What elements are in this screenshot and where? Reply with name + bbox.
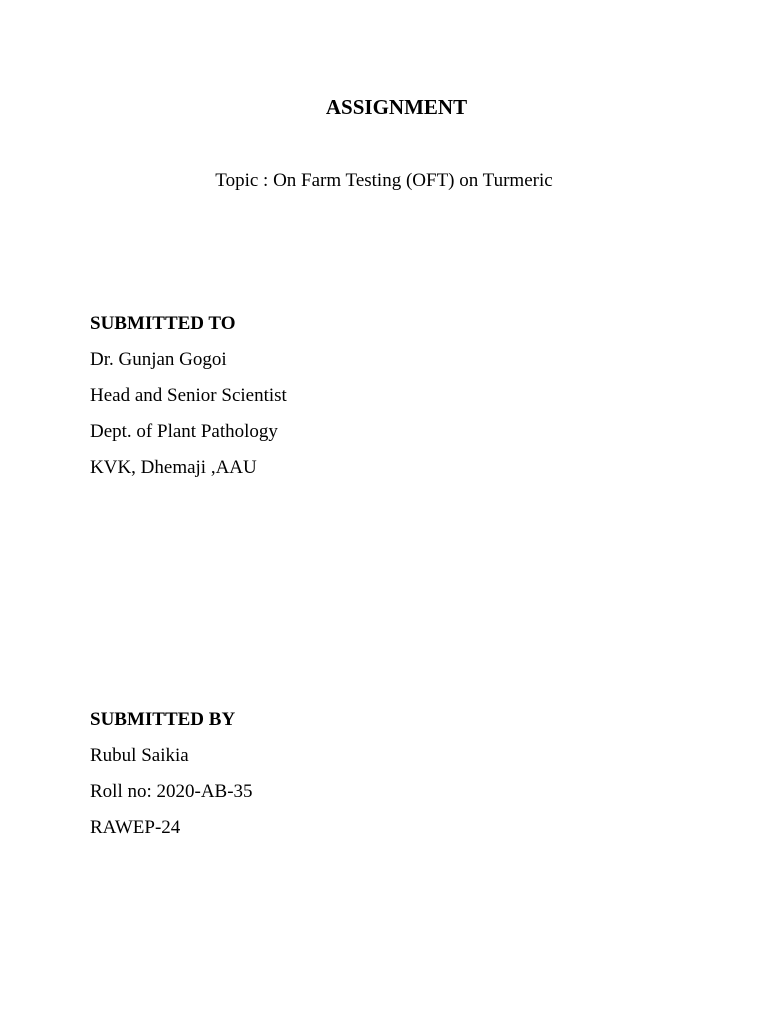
submitted-by-section bbox=[90, 708, 253, 852]
submitted-to-department: Dept. of Plant Pathology bbox=[90, 421, 278, 442]
submitted-by-name: Rubul Saikia bbox=[90, 745, 189, 766]
submitted-to-section bbox=[90, 312, 287, 492]
submitted-by-heading: SUBMITTED BY bbox=[90, 709, 236, 730]
submitted-to-heading: SUBMITTED TO bbox=[90, 313, 236, 334]
submitted-to-institution: KVK, Dhemaji ,AAU bbox=[90, 457, 257, 478]
submitted-to-name: Dr. Gunjan Gogoi bbox=[90, 349, 227, 370]
submitted-by-roll-number: Roll no: 2020-AB-35 bbox=[90, 781, 253, 802]
document-topic: Topic : On Farm Testing (OFT) on Turmeric bbox=[215, 170, 553, 191]
document-title: ASSIGNMENT bbox=[325, 95, 468, 119]
submitted-by-program: RAWEP-24 bbox=[90, 817, 181, 838]
submitted-to-designation: Head and Senior Scientist bbox=[90, 385, 287, 406]
